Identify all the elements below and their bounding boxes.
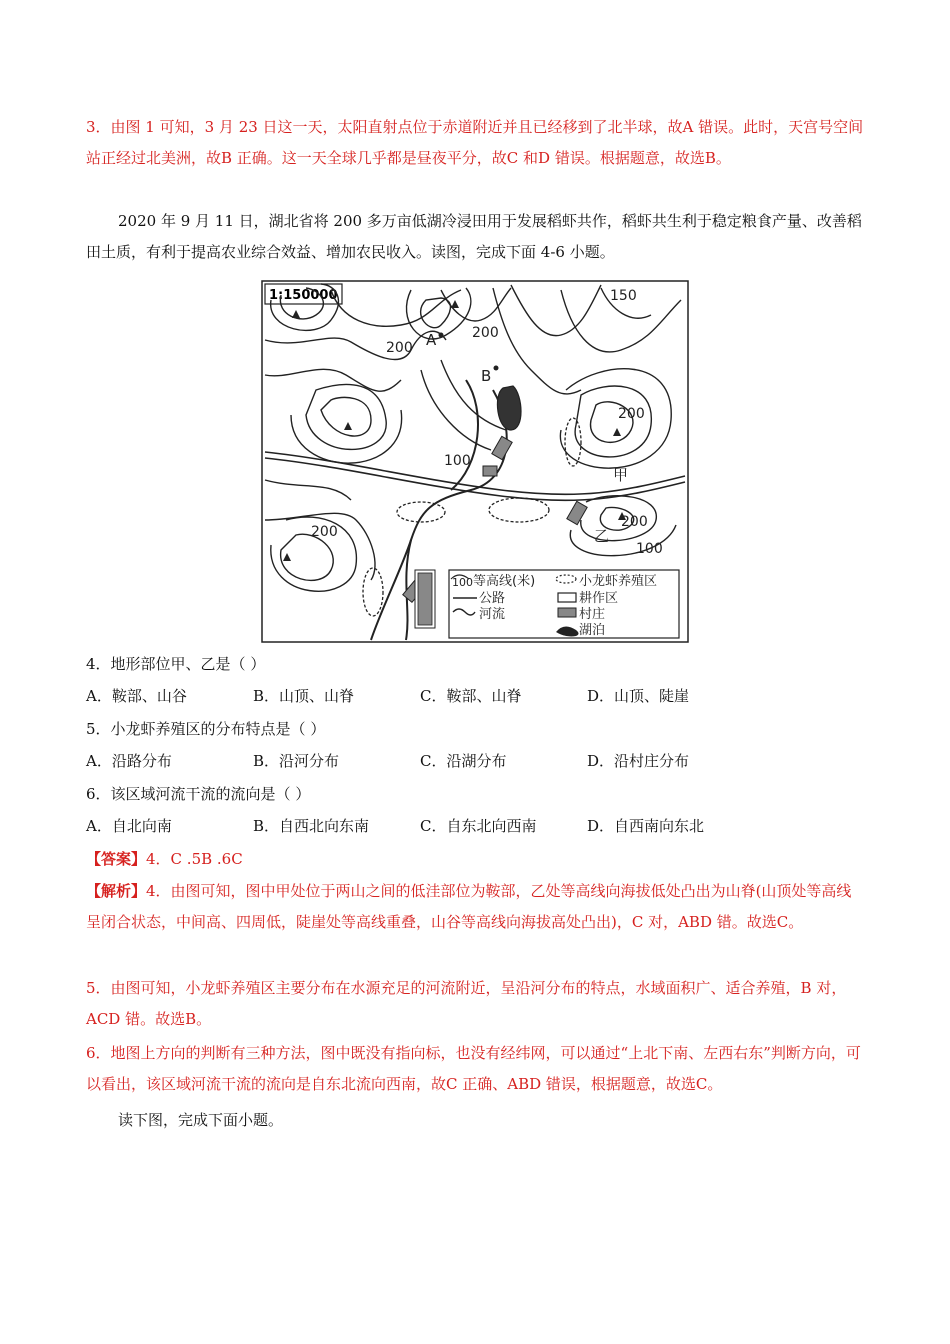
option-b: B．沿河分布 — [253, 752, 340, 770]
contour-label-100: 100 — [444, 453, 471, 469]
option-d: D．沿村庄分布 — [587, 752, 690, 770]
legend-village: 村庄 — [579, 607, 606, 622]
map-legend — [415, 570, 679, 638]
analysis-q6: 6．地图上方向的判断有三种方法，图中既没有指向标，也没有经纬网，可以通过“上北下南、左西右东”判断方向，可以看出，该区域河流干流的流向是自东北流向西南，故C 正确、ABD 错误，根据题意，故选C。 — [86, 1044, 861, 1093]
point-a-label: A — [426, 331, 437, 349]
contour-label-200: 200 — [472, 325, 499, 341]
question-6-stem: 6．该区域河流干流的流向是（ ） — [86, 785, 311, 803]
option-a: A．沿路分布 — [86, 752, 172, 770]
contour-label-100: 100 — [636, 541, 663, 557]
question-4-stem: 4．地形部位甲、乙是（ ） — [86, 655, 266, 673]
question-4-options — [86, 681, 866, 712]
analysis-q5: 5．由图可知，小龙虾养殖区主要分布在水源充足的河流附近，呈沿河分布的特点，水域面积广、适合养殖，B 对，ACD 错。故选B。 — [86, 979, 847, 1028]
option-d: D．自西南向东北 — [587, 817, 705, 835]
outro-prompt: 读下图，完成下面小题。 — [118, 1111, 284, 1129]
point-b-label: B — [481, 367, 492, 385]
contour-label-150: 150 — [610, 288, 637, 304]
legend-crayfish: 小龙虾养殖区 — [579, 574, 658, 589]
legend-farmland: 耕作区 — [579, 591, 619, 606]
contour-label-200: 200 — [311, 524, 338, 540]
option-a: A．自北向南 — [86, 817, 172, 835]
question-6-options — [86, 811, 866, 842]
contour-map — [261, 280, 689, 643]
jia-label: 甲 — [613, 466, 629, 484]
option-c: C．自东北向西南 — [420, 817, 537, 835]
legend-lake: 湖泊 — [579, 623, 606, 638]
option-b: B．自西北向东南 — [253, 817, 370, 835]
point-a-dot — [439, 333, 444, 338]
legend-contour-sample: 100 — [452, 576, 473, 589]
question-5-stem: 5．小龙虾养殖区的分布特点是（ ） — [86, 720, 326, 738]
question-5-options — [86, 746, 866, 777]
analysis-tag: 【解析】 — [86, 882, 147, 900]
answer-text: 4．C .5B .6C — [146, 850, 243, 868]
contour-label-200: 200 — [621, 514, 648, 530]
analysis-q4-text: 4．由图可知，图中甲处位于两山之间的低洼部位为鞍部，乙处等高线向海拔低处凸出为山脊(山顶处等高线呈闭合状态，中间高、四周低，陡崖处等高线重叠，山谷等高线向海拔高处凸出)，C 对，ABD 错。故选C。 — [86, 882, 852, 931]
point-b-dot — [494, 366, 499, 371]
option-a: A．鞍部、山谷 — [86, 687, 187, 705]
yi-label: 乙 — [594, 527, 610, 545]
option-c: C．鞍部、山脊 — [420, 687, 522, 705]
analysis-q4 — [86, 876, 866, 938]
question-intro: 2020 年 9 月 11 日，湖北省将 200 多万亩低湖冷浸田用于发展稻虾共作，稻虾共生利于稳定粮食产量、改善稻田土质，有利于提高农业综合效益、增加农民收入。读图，完成下面 4-6 小题。 — [86, 212, 862, 261]
legend-river: 河流 — [479, 607, 506, 622]
answer-tag: 【答案】 — [86, 850, 147, 868]
analysis-q3: 3．由图 1 可知，3 月 23 日这一天，太阳直射点位于赤道附近并且已经移到了北半球，故A 错误。此时，天宫号空间站正经过北美洲，故B 正确。这一天全球几乎都是昼夜平分，故C 和D 错误。根据题意，故选B。 — [86, 118, 864, 167]
option-b: B．山顶、山脊 — [253, 687, 355, 705]
legend-contour: 等高线(米) — [473, 574, 536, 589]
option-c: C．沿湖分布 — [420, 752, 507, 770]
legend-road: 公路 — [479, 591, 506, 606]
answer-line — [86, 844, 866, 875]
option-d: D．山顶、陡崖 — [587, 687, 690, 705]
contour-label-200: 200 — [618, 406, 645, 422]
contour-label-200: 200 — [386, 340, 413, 356]
map-scale: 1:150000 — [269, 288, 338, 303]
